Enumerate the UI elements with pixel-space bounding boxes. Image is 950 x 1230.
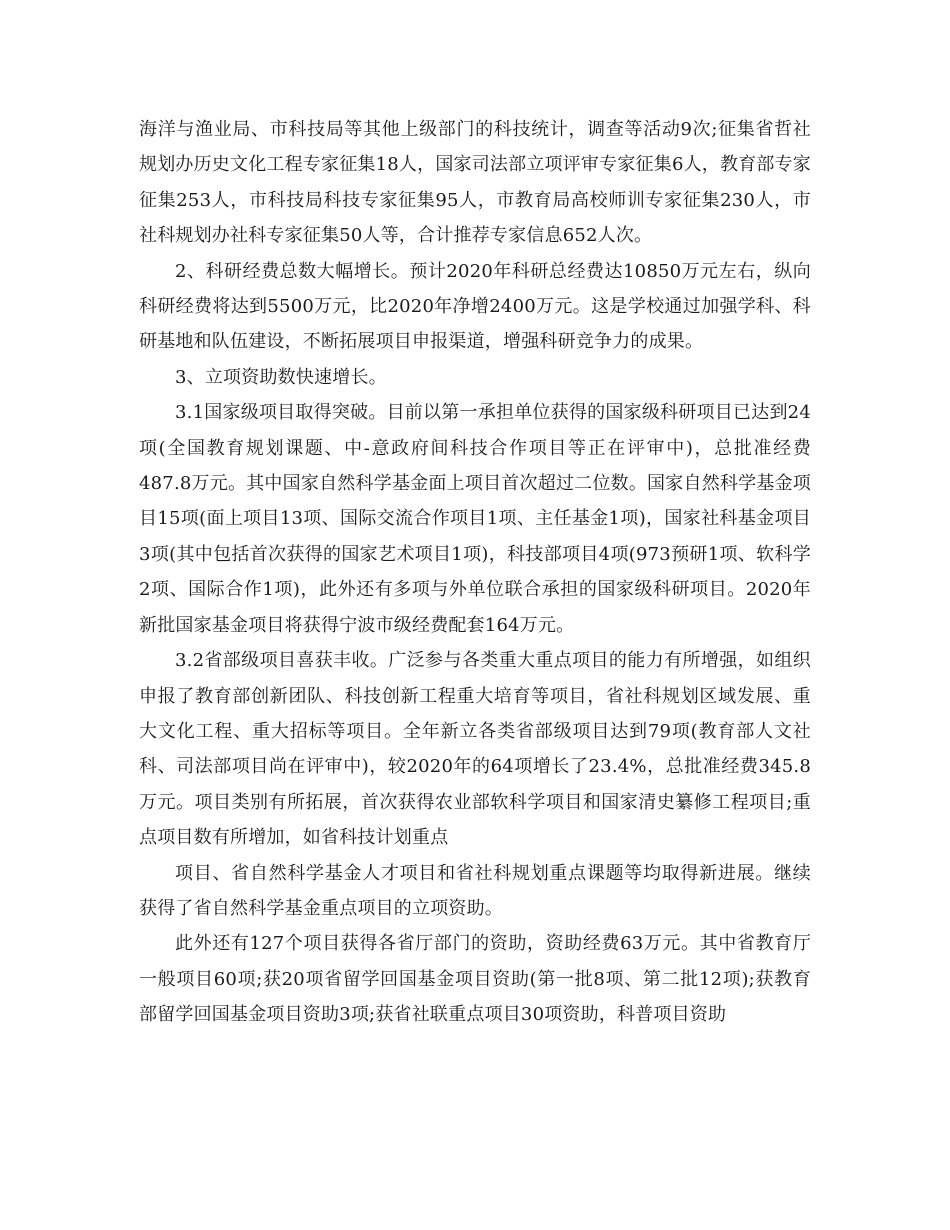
document-body [139,112,811,1033]
paragraph-provincial-continued: 项目、省自然科学基金人才项目和省社科规划重点课题等均取得新进展。继续获得了省自然科学基金重点项目的立项资助。 [139,862,811,919]
paragraph-provincial-projects: 3.2省部级项目喜获丰收。广泛参与各类重大重点项目的能力有所增强，如组织申报了教育部创新团队、科技创新工程重大培育等项目，省社科规划区域发展、重大文化工程、重大招标等项目。全年新立各类省部级项目达到79项(教育部人文社科、司法部项目尚在评审中)，较2020年的64项增长了23.4%，总批准经费345.8万元。项目类别有所拓展，首次获得农业部软科学项目和国家清史纂修工程项目;重点项目数有所增加，如省科技计划重点 [139,650,811,849]
paragraph-other-funding: 此外还有127个项目获得各省厅部门的资助，资助经费63万元。其中省教育厅一般项目60项;获20项省留学回国基金项目资助(第一批8项、第二批12项);获教育部留学回国基金项目资助3项;获省社联重点项目30项资助，科普项目资助 [139,933,811,1026]
paragraph-project-growth-heading: 3、立项资助数快速增长。 [175,366,387,388]
paragraph-national-projects: 3.1国家级项目取得突破。目前以第一承担单位获得的国家级科研项目已达到24项(全国教育规划课题、中-意政府间科技合作项目等正在评审中)，总批准经费487.8万元。其中国家自然科学基金面上项目首次超过二位数。国家自然科学基金项目15项(面上项目13项、国际交流合作项目1项、主任基金1项)，国家社科基金项目3项(其中包括首次获得的国家艺术项目1项)，科技部项目4项(973预研1项、软科学2项、国际合作1项)，此外还有多项与外单位联合承担的国家级科研项目。2020年新批国家基金项目将获得宁波市级经费配套164万元。 [139,402,811,636]
paragraph-research-funding: 2、科研经费总数大幅增长。预计2020年科研总经费达10850万元左右，纵向科研经费将达到5500万元，比2020年净增2400万元。这是学校通过加强学科、科研基地和队伍建设，不断拓展项目申报渠道，增强科研竞争力的成果。 [139,260,811,353]
paragraph-expert-collection: 海洋与渔业局、市科技局等其他上级部门的科技统计，调查等活动9次;征集省哲社规划办历史文化工程专家征集18人，国家司法部立项评审专家征集6人，教育部专家征集253人，市科技局科技专家征集95人，市教育局高校师训专家征集230人，市社科规划办社科专家征集50人等，合计推荐专家信息652人次。 [139,119,811,247]
